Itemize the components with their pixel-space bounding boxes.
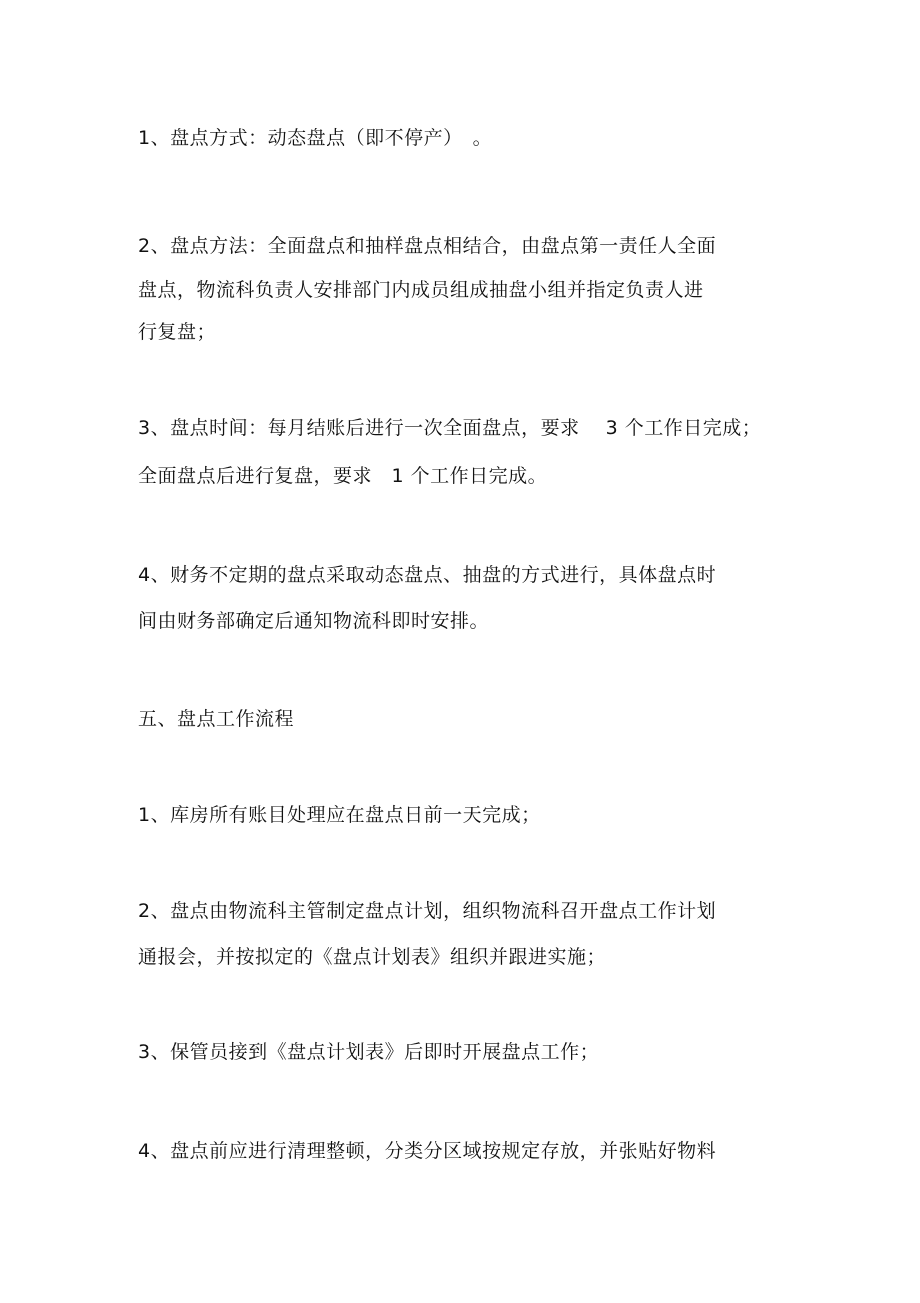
item-2-counting-method-line-1: 2、盘点方法：全面盘点和抽样盘点相结合，由盘点第一责任人全面 — [138, 235, 717, 257]
item-2-counting-method-line-2: 盘点，物流科负责人安排部门内成员组成抽盘小组并指定负责人进 — [138, 279, 704, 301]
item-4-finance-counting-line-2: 间由财务部确定后通知物流科即时安排。 — [138, 610, 490, 632]
workflow-item-1: 1、库房所有账目处理应在盘点日前一天完成； — [138, 804, 541, 826]
item-4-finance-counting-line-1: 4、财务不定期的盘点采取动态盘点、抽盘的方式进行，具体盘点时 — [138, 564, 717, 586]
workflow-item-3: 3、保管员接到《盘点计划表》后即时开展盘点工作； — [138, 1041, 600, 1063]
item-2-counting-method-line-3: 行复盘； — [138, 321, 217, 343]
section-heading-workflow: 五、盘点工作流程 — [138, 708, 295, 730]
workflow-item-4-line-1: 4、盘点前应进行清理整顿，分类分区域按规定存放，并张贴好物料 — [138, 1140, 717, 1162]
workflow-item-2-line-1: 2、盘点由物流科主管制定盘点计划，组织物流科召开盘点工作计划 — [138, 900, 717, 922]
workflow-item-2-line-2: 通报会，并按拟定的《盘点计划表》组织并跟进实施； — [138, 946, 607, 968]
item-1-counting-mode: 1、盘点方式：动态盘点（即不停产） 。 — [138, 127, 493, 149]
item-3-counting-time-line-1: 3、盘点时间：每月结账后进行一次全面盘点，要求 3 个工作日完成； — [138, 417, 762, 439]
item-3-counting-time-line-2: 全面盘点后进行复盘，要求 1 个工作日完成。 — [138, 465, 548, 487]
